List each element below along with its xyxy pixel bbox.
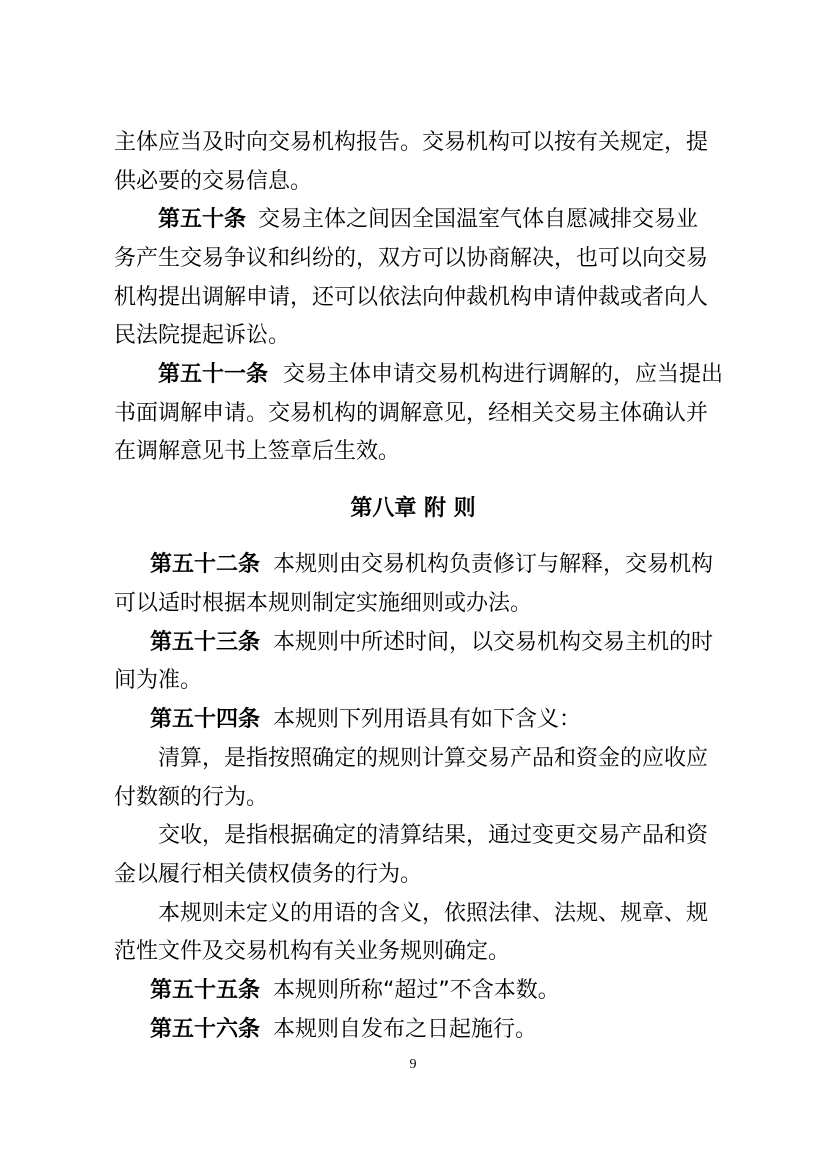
body-text: 务产生交易争议和纠纷的，双方可以协商解决，也可以向交易: [114, 246, 709, 271]
article-50: [0, 204, 826, 236]
definition-undefined-terms: [0, 898, 826, 930]
article-51-text: 交易主体申请交易机构进行调解的，应当提出: [283, 362, 724, 387]
body-text: 交收，是指根据确定的清算结果，通过变更交易产品和资: [158, 823, 709, 848]
article-56-text: 本规则自发布之日起施行。: [273, 1017, 538, 1042]
article-51-title: 第五十一条: [158, 362, 269, 387]
article-53: [0, 627, 826, 659]
paragraph-line: [0, 398, 826, 430]
body-text: 清算，是指按照确定的规则计算交易产品和资金的应收应: [158, 746, 709, 771]
article-52-text: 本规则由交易机构负责修订与解释，交易机构: [273, 552, 714, 577]
article-51: [0, 359, 826, 391]
article-53-text: 本规则中所述时间，以交易机构交易主机的时: [273, 630, 714, 655]
body-text: 在调解意见书上签章后生效。: [114, 439, 401, 464]
article-56-title: 第五十六条: [150, 1017, 261, 1042]
paragraph-line: [0, 936, 826, 968]
definition-clearing: [0, 743, 826, 775]
paragraph-line: [0, 782, 826, 814]
body-text: 供必要的交易信息。: [114, 169, 313, 194]
article-53-title: 第五十三条: [150, 630, 261, 655]
body-text: 民法院提起诉讼。: [114, 323, 291, 348]
body-text: 主体应当及时向交易机构报告。交易机构可以按有关规定，提: [114, 130, 709, 155]
paragraph-line: [0, 166, 826, 198]
paragraph-line: [0, 243, 826, 275]
article-55: [0, 975, 826, 1007]
body-text: 间为准。: [114, 668, 203, 693]
paragraph-line: [0, 127, 826, 159]
article-54-title: 第五十四条: [150, 707, 261, 732]
page-number: 9: [409, 1057, 417, 1072]
paragraph-line: [0, 665, 826, 697]
body-text: 付数额的行为。: [114, 785, 269, 810]
paragraph-line: [0, 588, 826, 620]
body-text: 金以履行相关债权债务的行为。: [114, 862, 423, 887]
body-text: 可以适时根据本规则制定实施细则或办法。: [114, 591, 533, 616]
article-52-title: 第五十二条: [150, 552, 261, 577]
chapter-heading: 第八章 附 则: [350, 496, 476, 521]
paragraph-line: [0, 436, 826, 468]
article-52: [0, 549, 826, 581]
body-text: 书面调解申请。交易机构的调解意见，经相关交易主体确认并: [114, 401, 709, 426]
paragraph-line: [0, 320, 826, 352]
article-54: [0, 704, 826, 736]
article-56: [0, 1014, 826, 1046]
paragraph-line: [0, 859, 826, 891]
body-text: 范性文件及交易机构有关业务规则确定。: [114, 939, 511, 964]
article-55-text: 本规则所称“超过”不含本数。: [273, 978, 560, 1003]
article-54-text: 本规则下列用语具有如下含义：: [273, 707, 582, 732]
body-text: 机构提出调解申请，还可以依法向仲裁机构申请仲裁或者向人: [114, 285, 709, 310]
article-50-title: 第五十条: [158, 207, 247, 232]
article-55-title: 第五十五条: [150, 978, 261, 1003]
article-50-text: 交易主体之间因全国温室气体自愿减排交易业: [258, 207, 699, 232]
paragraph-line: [0, 282, 826, 314]
body-text: 本规则未定义的用语的含义，依照法律、法规、规章、规: [158, 901, 709, 926]
definition-settlement: [0, 820, 826, 852]
